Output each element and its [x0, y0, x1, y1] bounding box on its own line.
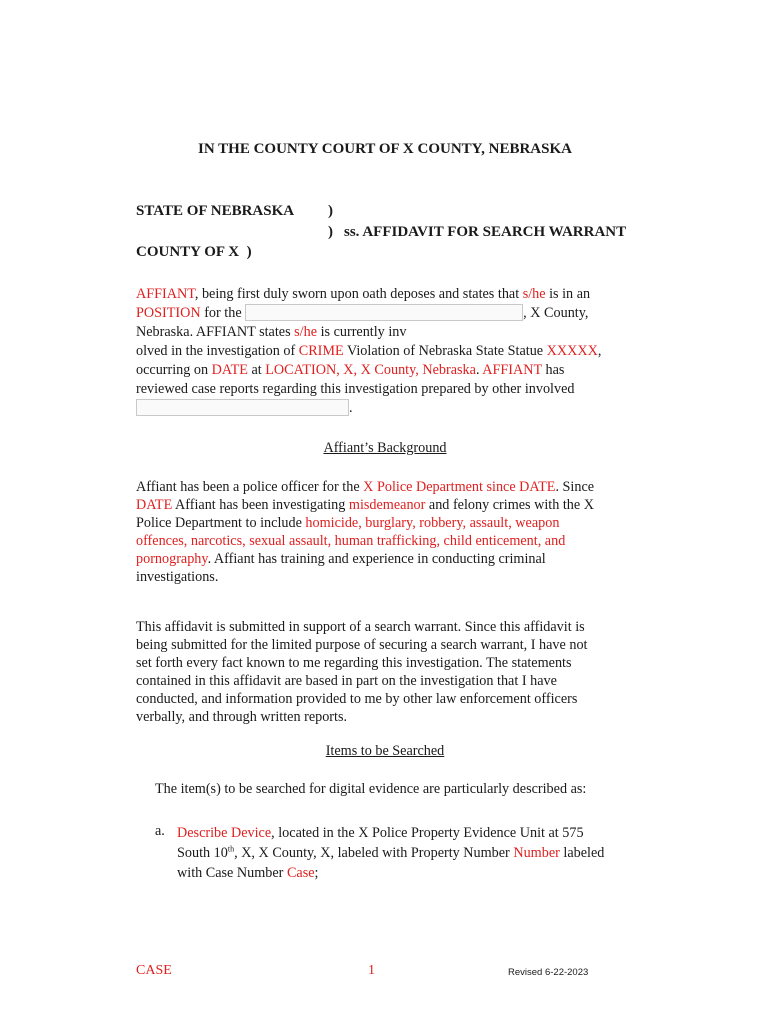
placeholder-crime-list: pornography: [136, 551, 208, 567]
caption-state: STATE OF NEBRASKA: [136, 203, 295, 219]
item-a-description: Describe Device, located in the X Police Property Evidence Unit at 575 South 10th, X, X County, X, labeled with Property Number Number labeled with Case Number Case;: [177, 825, 605, 881]
support-paragraph: This affidavit is submitted in support of a search warrant. Since this affidavit is being submitted for the limited purpose of securing a search warrant, I have not set forth every fact known to me regarding this investigation. The statements contained in this affidavit are based in part on the investigation that I have conducted, and information provided to me by other law enforcement officers verbally, and through written reports.: [136, 619, 588, 725]
placeholder-crime: CRIME: [298, 343, 344, 359]
caption-paren: ): [328, 224, 333, 240]
section-heading-background: Affiant’s Background: [323, 440, 447, 456]
item-label: a.: [155, 823, 165, 839]
footer-case: CASE: [136, 963, 172, 978]
placeholder-crime-list: offences, narcotics, sexual assault, human trafficking, child enticement, and: [136, 533, 566, 549]
placeholder-affiant: AFFIANT: [136, 286, 195, 302]
placeholder-statute: XXXXX: [546, 343, 598, 359]
court-title: IN THE COUNTY COURT OF X COUNTY, NEBRASKA: [198, 141, 572, 157]
footer-revised-date: Revised 6-22-2023: [508, 967, 589, 978]
placeholder-crime-type: misdemeanor: [348, 497, 426, 513]
placeholder-pronoun: s/he: [522, 286, 546, 302]
placeholder-location: LOCATION, X, X County, Nebraska: [265, 362, 476, 378]
placeholder-device: Describe Device: [177, 825, 272, 841]
placeholder-department: X Police Department since DATE: [363, 479, 556, 495]
placeholder-date: DATE: [136, 497, 173, 513]
placeholder-crime-list: homicide, burglary, robbery, assault, weapon: [305, 515, 560, 531]
footer-page-number: 1: [368, 963, 375, 978]
placeholder-property-number: Number: [513, 845, 560, 861]
caption-paren: ): [328, 203, 333, 219]
placeholder-position: POSITION: [136, 305, 201, 321]
caption-county: COUNTY OF X ): [136, 244, 252, 260]
involved-parties-input[interactable]: [136, 399, 349, 416]
background-paragraph: Affiant has been a police officer for the X Police Department since DATE. Since DATE Affiant has been investigating misdemeanor and felony crimes with the X Police Department to include homicide, burglary, robbery, assault, weapon offences, narcotics, sexual assault, human trafficking, child enticement, and pornography. Affiant has training and experience in conducting criminal investigations.: [136, 479, 595, 585]
placeholder-date: DATE: [211, 362, 248, 378]
items-intro: The item(s) to be searched for digital evidence are particularly described as:: [155, 781, 587, 797]
placeholder-affiant: AFFIANT: [482, 362, 542, 378]
caption-document-title: ss. AFFIDAVIT FOR SEARCH WARRANT: [344, 224, 627, 240]
agency-input[interactable]: [245, 304, 523, 321]
section-heading-items: Items to be Searched: [325, 743, 445, 759]
intro-paragraph: AFFIANT, being first duly sworn upon oath deposes and states that s/he is in an POSITION for the , X County, Nebraska. AFFIANT states s/he is currently inv olved in the investigation of CRIME Violation of Nebraska State Statue XXXXX, occurring on DATE at LOCATION, X, X County, Nebraska. AFFIANT has reviewed case reports regarding this investigation prepared by other involved .: [136, 286, 602, 416]
placeholder-case-number: Case: [286, 865, 315, 881]
placeholder-pronoun: s/he: [294, 324, 318, 340]
